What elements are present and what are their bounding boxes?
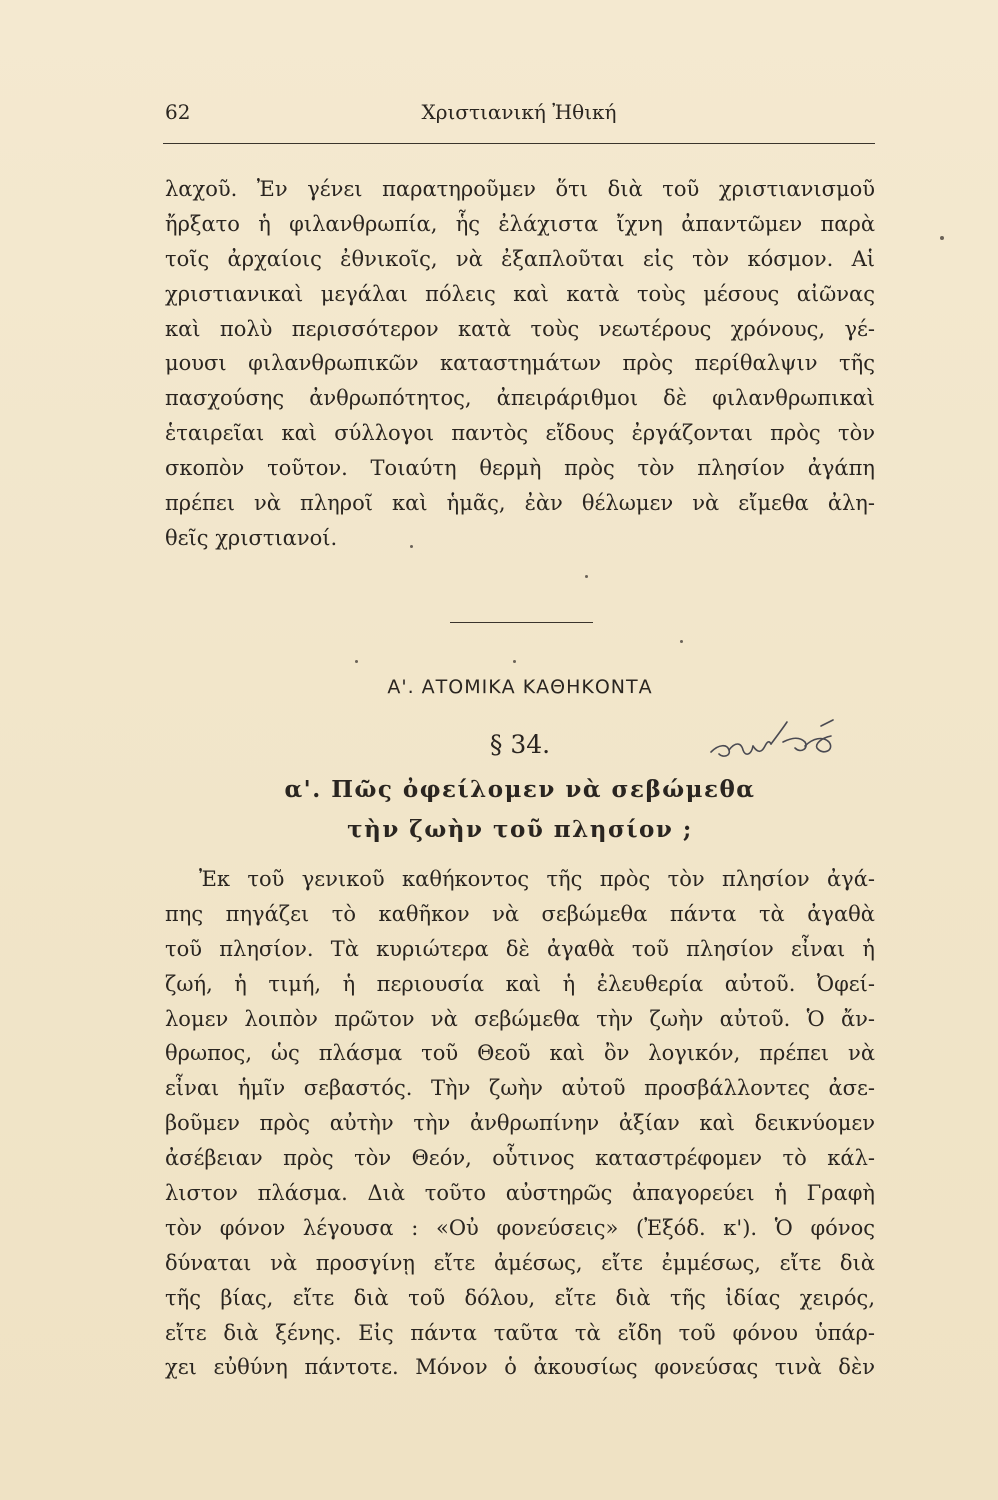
section-divider	[450, 622, 593, 623]
subsection-title-line-1: α'. Πῶς ὀφείλομεν νὰ σεβώμεθα	[284, 776, 756, 803]
text-line: πασχούσης ἀνθρωπότητος, ἀπειράριθμοι δὲ φιλανθρωπικαὶ	[165, 386, 875, 411]
header-rule	[163, 143, 875, 144]
text-line: καὶ πολὺ περισσότερον κατὰ τοὺς νεωτέρους χρόνους, γέ-	[165, 316, 875, 341]
text-line: ἑταιρεῖαι καὶ σύλλογοι παντὸς εἴδους ἐργάζονται πρὸς τὸν	[165, 421, 875, 446]
text-line: ἀσέβειαν πρὸς τὸν Θεόν, οὗτινος καταστρέφομεν τὸ κάλ-	[165, 1146, 875, 1171]
text-line: εἶναι ἡμῖν σεβαστός. Τὴν ζωὴν αὐτοῦ προσβάλλοντες ἀσε-	[165, 1076, 875, 1101]
paper-speck	[585, 575, 588, 578]
text-line: θρωπος, ὡς πλάσμα τοῦ Θεοῦ καὶ ὂν λογικόν, πρέπει νὰ	[165, 1041, 875, 1066]
text-line: πης πηγάζει τὸ καθῆκον νὰ σεβώμεθα πάντα τὰ ἀγαθὰ	[165, 901, 875, 926]
text-line: ζωή, ἡ τιμή, ἡ περιουσία καὶ ἡ ἐλευθερία αὐτοῦ. Ὀφεί-	[165, 971, 875, 996]
text-line: μουσι φιλανθρωπικῶν καταστημάτων πρὸς περίθαλψιν τῆς	[165, 351, 875, 376]
text-line: τοῦ πλησίον. Τὰ κυριώτερα δὲ ἀγαθὰ τοῦ πλησίον εἶναι ἡ	[165, 936, 875, 961]
text-line: Ἐκ τοῦ γενικοῦ καθήκοντος τῆς πρὸς τὸν πλησίον ἀγά-	[199, 867, 875, 891]
section-heading: Α'. ΑΤΟΜΙΚΑ ΚΑΘΗΚΟΝΤΑ	[387, 676, 653, 698]
text-line: τῆς βίας, εἴτε διὰ τοῦ δόλου, εἴτε διὰ τῆς ἰδίας χειρός,	[165, 1285, 875, 1310]
page-header	[165, 100, 873, 130]
text-line: λομεν λοιπὸν πρῶτον νὰ σεβώμεθα τὴν ζωὴν αὐτοῦ. Ὁ ἄν-	[165, 1006, 875, 1031]
paper-speck	[513, 660, 516, 663]
paragraph-number: § 34.	[489, 730, 551, 759]
text-line: βοῦμεν πρὸς αὐτὴν τὴν ἀνθρωπίνην ἀξίαν καὶ δεικνύομεν	[165, 1111, 875, 1136]
paper-speck	[355, 660, 358, 663]
text-line: τοῖς ἀρχαίοις ἐθνικοῖς, νὰ ἐξαπλοῦται εἰς τὸν κόσμον. Αἱ	[165, 246, 875, 271]
main-paragraph	[165, 862, 875, 1385]
handwritten-pencil-note	[705, 712, 845, 768]
paper-speck	[940, 236, 944, 240]
continued-paragraph	[165, 172, 875, 556]
text-line: χει εὐθύνη πάντοτε. Μόνον ὁ ἀκουσίως φονεύσας τινὰ δὲν	[165, 1355, 875, 1380]
text-line: σκοπὸν τοῦτον. Τοιαύτη θερμὴ πρὸς τὸν πλησίον ἀγάπη	[165, 456, 875, 481]
text-line: χριστιανικαὶ μεγάλαι πόλεις καὶ κατὰ τοὺς μέσους αἰῶνας	[165, 281, 875, 306]
text-line: πρέπει νὰ πληροῖ καὶ ἡμᾶς, ἐὰν θέλωμεν νὰ εἴμεθα ἀλη-	[165, 491, 875, 516]
paper-speck	[410, 545, 413, 548]
running-title: Χριστιανική Ἠθική	[421, 100, 617, 124]
text-line: λιστον πλάσμα. Διὰ τοῦτο αὐστηρῶς ἀπαγορεύει ἡ Γραφὴ	[165, 1181, 875, 1206]
text-line: θεῖς χριστιανοί.	[165, 525, 338, 550]
page-number: 62	[165, 100, 191, 124]
text-line: δύναται νὰ προσγίνῃ εἴτε ἀμέσως, εἴτε ἐμμέσως, εἴτε διὰ	[165, 1250, 875, 1275]
text-line: ἤρξατο ἡ φιλανθρωπία, ἧς ἐλάχιστα ἴχνη ἀπαντῶμεν παρὰ	[165, 211, 875, 236]
text-line: τὸν φόνον λέγουσα : «Οὐ φονεύσεις» (Ἐξόδ. κ'). Ὁ φόνος	[165, 1215, 875, 1240]
paper-speck	[680, 640, 683, 643]
subsection-title-line-2: τὴν ζωὴν τοῦ πλησίον ;	[347, 816, 693, 843]
text-line: λαχοῦ. Ἐν γένει παρατηροῦμεν ὅτι διὰ τοῦ χριστιανισμοῦ	[165, 177, 875, 201]
text-line: εἴτε διὰ ξένης. Εἰς πάντα ταῦτα τὰ εἴδη τοῦ φόνου ὑπάρ-	[165, 1320, 875, 1345]
